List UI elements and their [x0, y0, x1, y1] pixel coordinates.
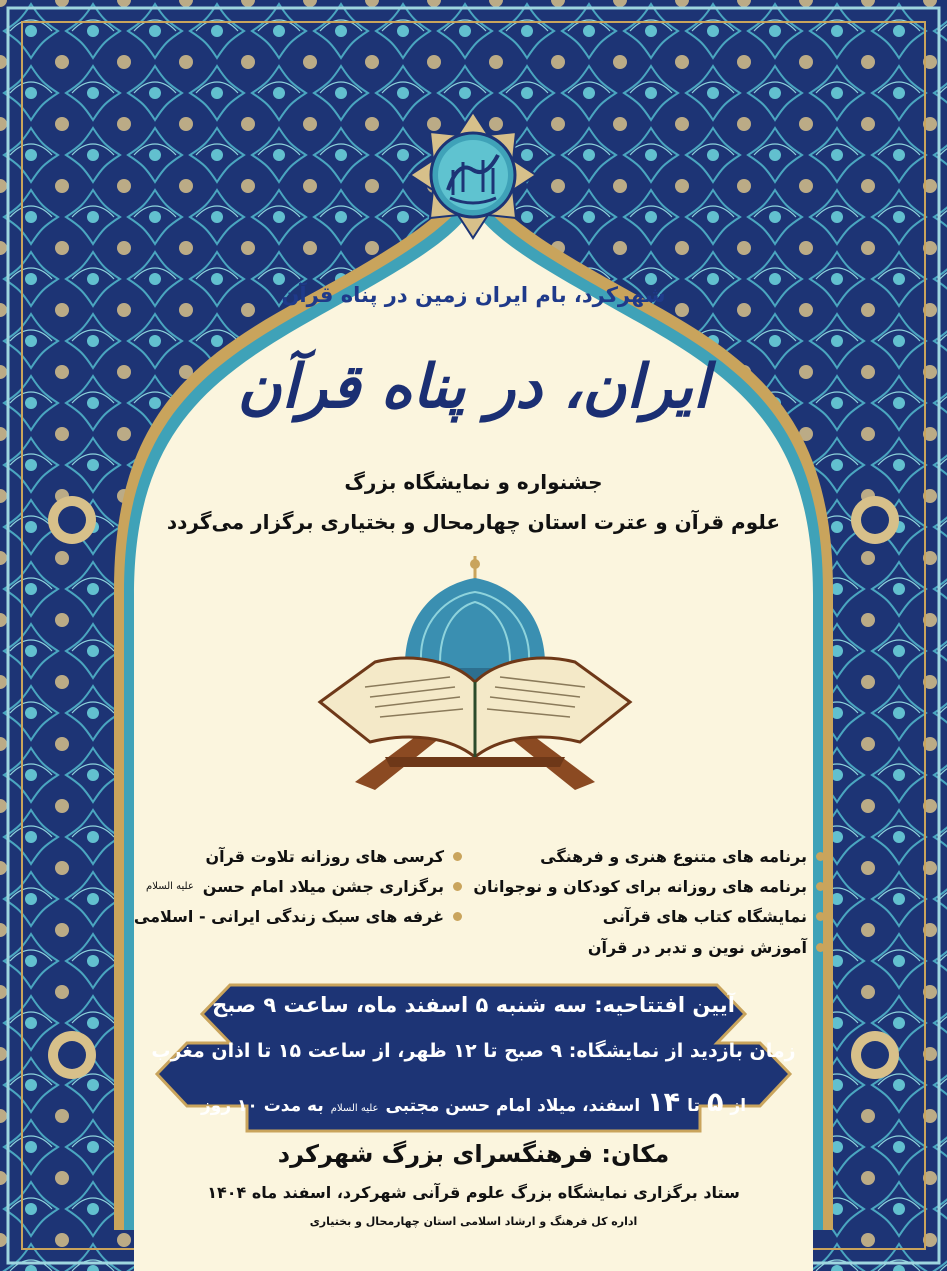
feature-item	[146, 877, 462, 896]
sponsor-text: اداره کل فرهنگ و ارشاد اسلامی استان چهارمحال و بختیاری	[309, 1215, 638, 1228]
feature-item	[588, 938, 825, 957]
feature-text: برگزاری جشن میلاد امام حسن	[202, 877, 444, 896]
honorific-text: علیه السلام	[146, 881, 194, 892]
dates-end-number: ۱۴	[647, 1087, 681, 1118]
bullet-icon	[816, 882, 825, 891]
dates-from: از	[730, 1096, 747, 1116]
location-text: مکان: فرهنگسرای بزرگ شهرکرد	[277, 1140, 670, 1168]
dates-start-number: ۵	[706, 1087, 724, 1118]
feature-text: آموزش نوین و تدبر در قرآن	[587, 938, 807, 957]
poster-main-title: ایران، در پناه قرآن	[237, 352, 710, 422]
feature-text: برنامه های روزانه برای کودکان و نوجوانان	[473, 877, 807, 896]
bullet-icon	[453, 852, 462, 861]
bullet-icon	[816, 852, 825, 861]
description-line-2: علوم قرآن و عترت استان چهارمحال و بختیاری برگزار می‌گردد	[166, 510, 781, 534]
dates-honorific: علیه السلام	[330, 1103, 379, 1114]
organizer-text: ستاد برگزاری نمایشگاه بزرگ علوم قرآنی شهرکرد، اسفند ماه ۱۴۰۴	[207, 1183, 740, 1202]
feature-text: کرسی های روزانه تلاوت قرآن	[205, 847, 444, 866]
bullet-icon	[816, 943, 825, 952]
feature-item	[603, 907, 825, 926]
feature-item	[540, 847, 825, 866]
bullet-icon	[453, 912, 462, 921]
dates-description: اسفند، میلاد امام حسن مجتبی	[385, 1096, 641, 1116]
dome-and-quran-illustration	[315, 552, 635, 797]
feature-item	[205, 847, 462, 866]
quran-calligraphy-emblem	[408, 110, 538, 240]
feature-text: نمایشگاه کتاب های قرآنی	[602, 907, 807, 926]
dates-duration: به مدت ۱۰ روز	[200, 1096, 324, 1116]
description-line-1: جشنواره و نمایشگاه بزرگ	[344, 470, 603, 494]
bullet-icon	[453, 882, 462, 891]
poster-subtitle: شهرکرد، بام ایران زمین در پناه قرآن	[281, 283, 666, 307]
bullet-icon	[816, 912, 825, 921]
exhibition-dates-text	[140, 1087, 807, 1118]
feature-text: برنامه های متنوع هنری و فرهنگی	[540, 847, 807, 866]
feature-text: غرفه های سبک زندگی ایرانی - اسلامی	[133, 907, 444, 926]
feature-item	[134, 907, 462, 926]
dates-to: تا	[687, 1096, 700, 1116]
visit-hours-text: زمان بازدید از نمایشگاه: ۹ صبح تا ۱۲ ظهر، از ساعت ۱۵ تا اذان مغرب	[151, 1040, 796, 1062]
feature-item	[473, 877, 825, 896]
opening-ceremony-text: آیین افتتاحیه: سه شنبه ۵ اسفند ماه، ساعت ۹ صبح	[212, 993, 735, 1017]
